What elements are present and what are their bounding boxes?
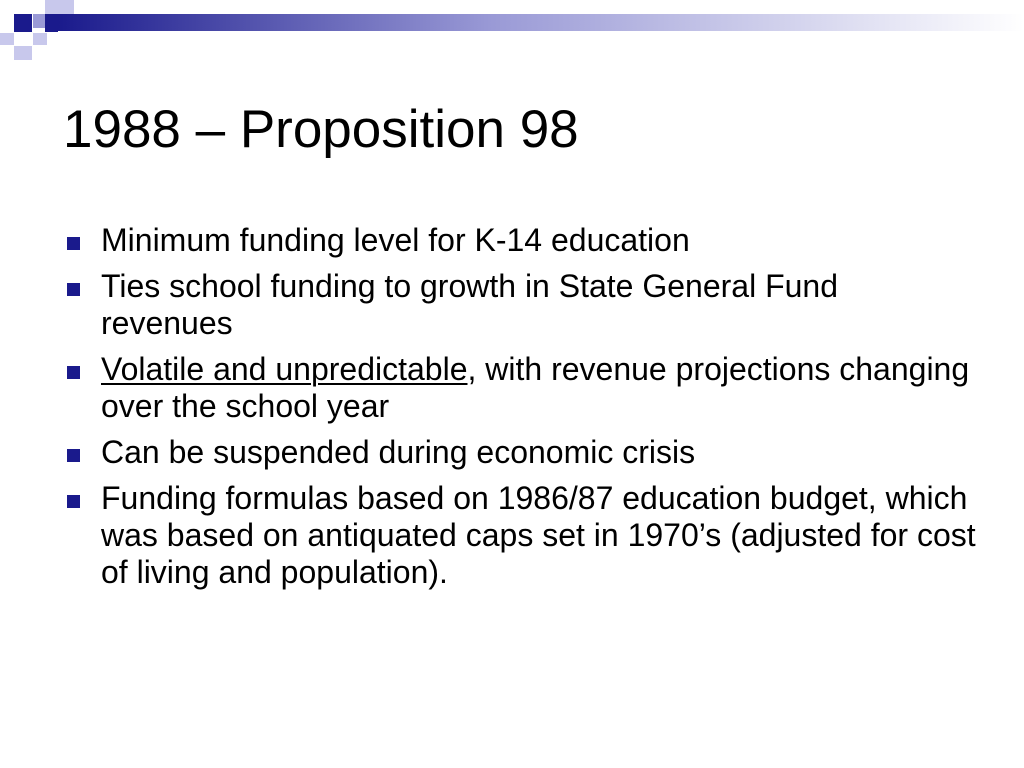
square-bullet-icon — [67, 449, 80, 462]
slide-title: 1988 – Proposition 98 — [63, 100, 579, 159]
bullet-text: Can be suspended during economic crisis — [101, 434, 696, 470]
underlined-emphasis: Volatile and unpredictable — [101, 351, 468, 387]
deco-square-icon — [14, 14, 32, 32]
bullet-item — [63, 268, 978, 342]
header-decoration — [0, 0, 1024, 60]
bullet-text: Minimum funding level for K-14 education — [101, 222, 690, 258]
square-bullet-icon — [67, 283, 80, 296]
square-bullet-icon — [67, 237, 80, 250]
bullet-list — [63, 222, 978, 600]
bullet-item — [63, 434, 978, 471]
deco-square-icon — [14, 46, 32, 60]
bullet-text: Funding formulas based on 1986/87 education budget, which was based on antiquated caps set in 1970’s (adjusted for cost of living and population). — [101, 480, 976, 590]
square-bullet-icon — [67, 495, 80, 508]
deco-square-icon — [33, 14, 45, 28]
bullet-item — [63, 480, 978, 591]
deco-square-icon — [60, 0, 74, 14]
bullet-item — [63, 222, 978, 259]
deco-square-icon — [0, 33, 14, 45]
deco-square-icon — [45, 14, 58, 32]
bullet-text-rest: , with revenue projections changing over the school year — [101, 351, 970, 424]
bullet-text: Ties school funding to growth in State General Fund revenues — [101, 268, 839, 341]
bullet-item — [63, 351, 978, 425]
bullet-text — [101, 351, 969, 424]
deco-square-icon — [33, 33, 47, 45]
square-bullet-icon — [67, 366, 80, 379]
header-gradient-bar — [58, 14, 1024, 31]
